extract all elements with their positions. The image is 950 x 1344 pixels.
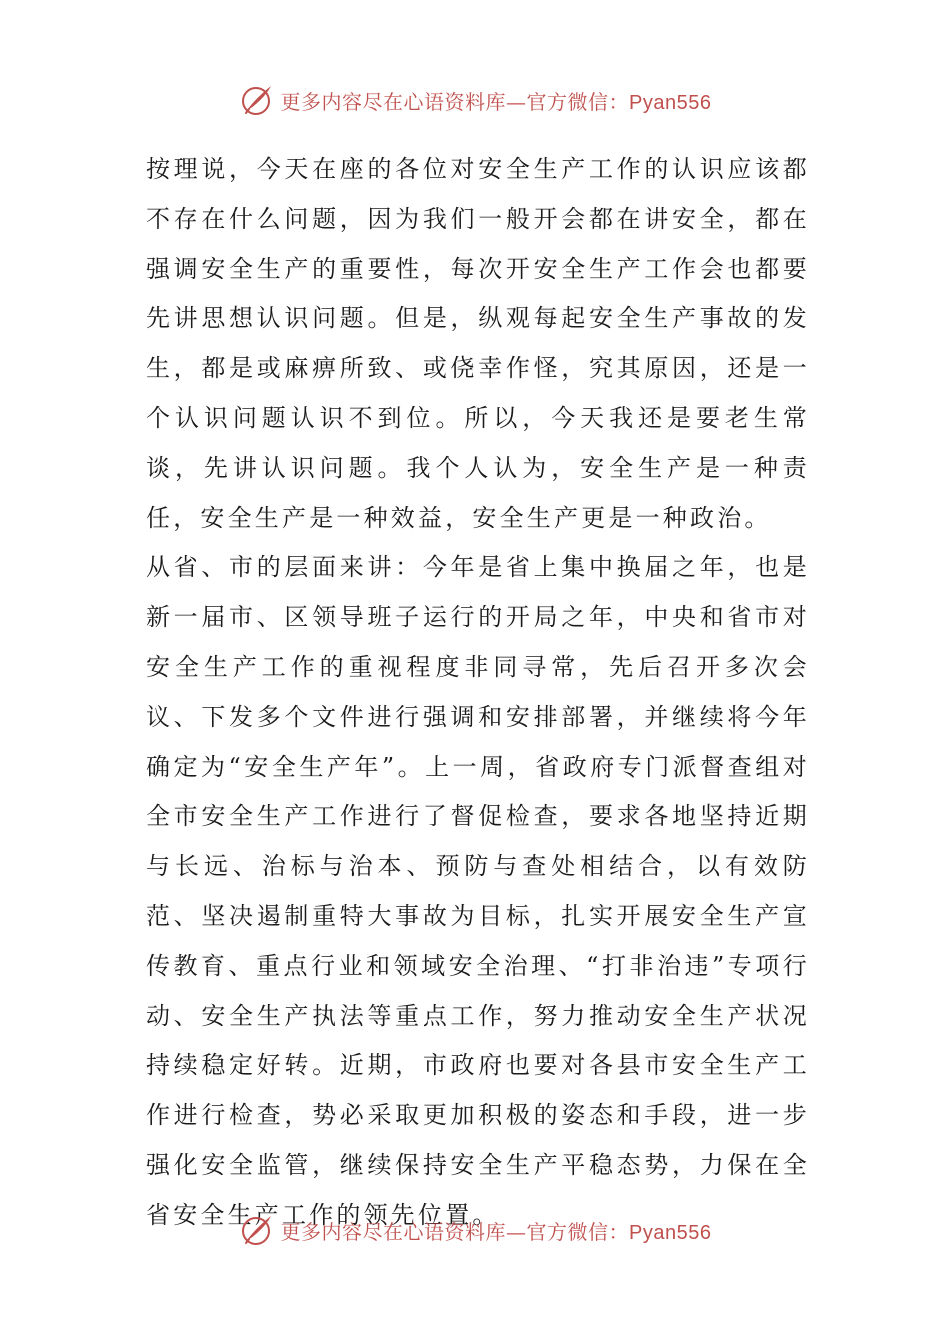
quill-pen-logo-icon <box>239 82 275 118</box>
footer-banner <box>0 1208 950 1252</box>
wechat-handle: Pyan556 <box>629 91 712 114</box>
wechat-handle: Pyan556 <box>629 1221 712 1244</box>
banner-text: 更多内容尽在心语资料库—官方微信：Pyan556 <box>280 1219 712 1244</box>
quill-pen-logo-icon <box>239 1212 275 1248</box>
banner-text: 更多内容尽在心语资料库—官方微信：Pyan556 <box>280 89 712 114</box>
header-banner <box>0 78 950 122</box>
paragraph-2: 从省、市的层面来讲：今年是省上集中换届之年，也是新一届市、区领导班子运行的开局之年，中央和省市对安全生产工作的重视程度非同寻常，先后召开多次会议、下发多个文件进行强调和安排部署，并继续将今年确定为“安全生产年”。上一周，省政府专门派督查组对全市安全生产工作进行了督促检查，要求各地坚持近期与长远、治标与治本、预防与查处相结合，以有效防范、坚决遏制重特大事故为目标，扎实开展安全生产宣传教育、重点行业和领域安全治理、“打非治违”专项行动、安全生产执法等重点工作，努力推动安全生产状况持续稳定好转。近期，市政府也要对各县市安全生产工作进行检查，势必采取更加积极的姿态和手段，进一步强化安全监管，继续保持安全生产平稳态势，力保在全省安全生产工作的领先位置。 <box>146 553 810 1229</box>
document-body <box>146 145 810 1241</box>
paragraph-1: 按理说，今天在座的各位对安全生产工作的认识应该都不存在什么问题，因为我们一般开会都在讲安全，都在强调安全生产的重要性，每次开安全生产工作会也都要先讲思想认识问题。但是，纵观每起安全生产事故的发生，都是或麻痹所致、或侥幸作怪，究其原因，还是一个认识问题认识不到位。所以，今天我还是要老生常谈，先讲认识问题。我个人认为，安全生产是一种责任，安全生产是一种效益，安全生产更是一种政治。 <box>146 155 810 532</box>
